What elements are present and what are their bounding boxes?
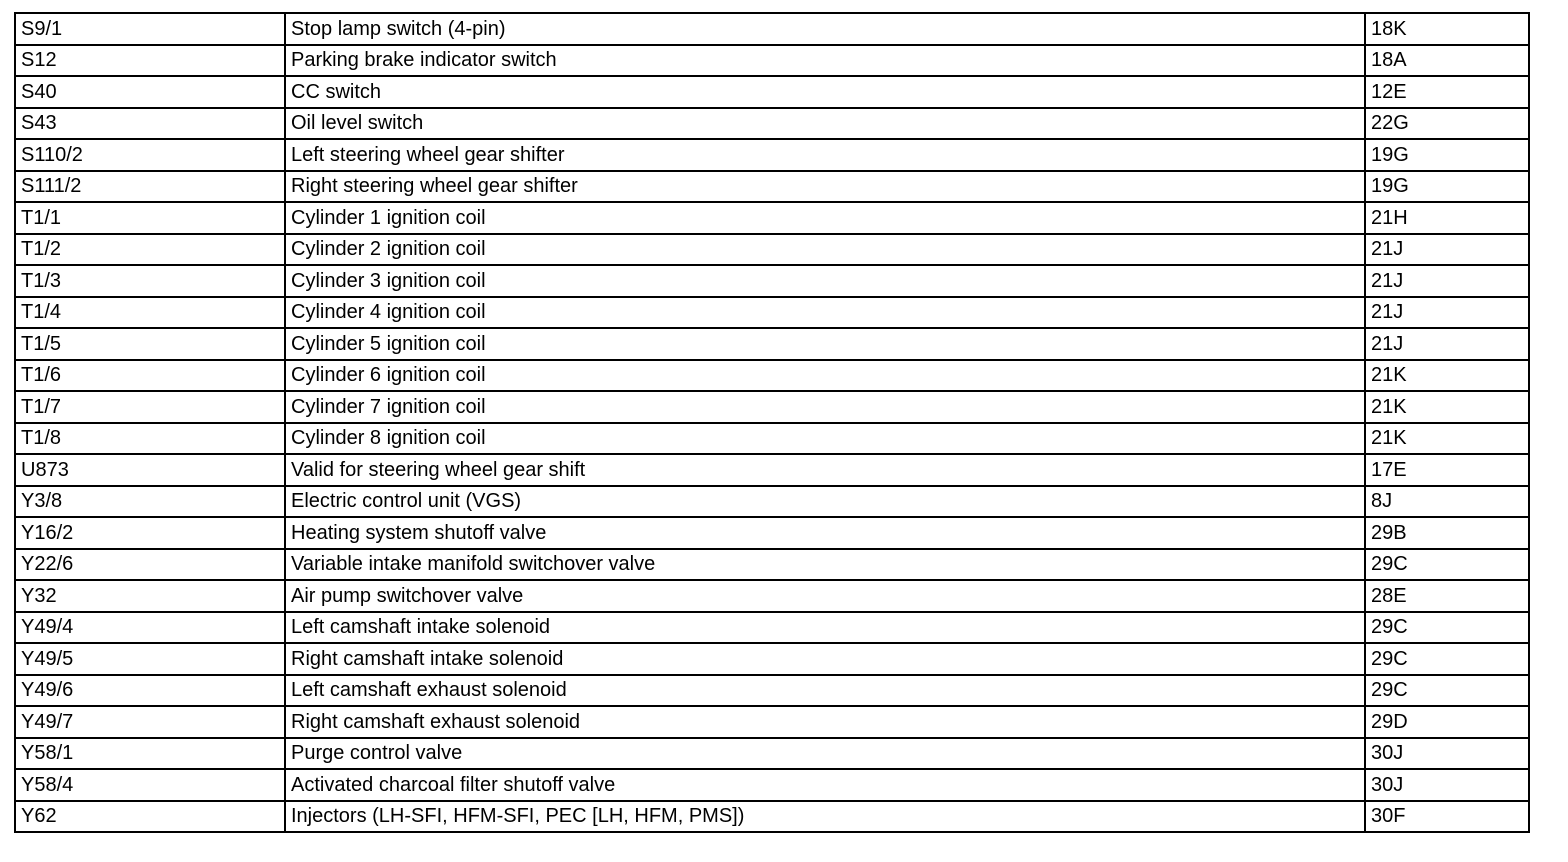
table-body (15, 13, 1529, 832)
component-description-cell: Cylinder 5 ignition coil (285, 328, 1365, 360)
grid-location-cell: 29C (1365, 643, 1529, 675)
component-description-cell: Oil level switch (285, 108, 1365, 140)
component-description-cell: Cylinder 2 ignition coil (285, 234, 1365, 266)
component-code-cell: Y49/5 (15, 643, 285, 675)
component-description-cell: Heating system shutoff valve (285, 517, 1365, 549)
component-description-cell: Activated charcoal filter shutoff valve (285, 769, 1365, 801)
component-description-cell: Cylinder 4 ignition coil (285, 297, 1365, 329)
component-code-cell: Y58/1 (15, 738, 285, 770)
component-code-cell: T1/6 (15, 360, 285, 392)
component-code-cell: S40 (15, 76, 285, 108)
component-code-cell: S9/1 (15, 13, 285, 45)
table-row (15, 769, 1529, 801)
component-code-cell: T1/7 (15, 391, 285, 423)
component-description-cell: Left camshaft intake solenoid (285, 612, 1365, 644)
component-code-cell: Y3/8 (15, 486, 285, 518)
component-code-cell: U873 (15, 454, 285, 486)
component-description-cell: Variable intake manifold switchover valve (285, 549, 1365, 581)
component-code-cell: Y16/2 (15, 517, 285, 549)
table-row (15, 265, 1529, 297)
component-description-cell: Cylinder 6 ignition coil (285, 360, 1365, 392)
grid-location-cell: 18K (1365, 13, 1529, 45)
grid-location-cell: 21J (1365, 297, 1529, 329)
component-description-cell: Cylinder 1 ignition coil (285, 202, 1365, 234)
component-code-cell: Y58/4 (15, 769, 285, 801)
grid-location-cell: 30J (1365, 738, 1529, 770)
grid-location-cell: 17E (1365, 454, 1529, 486)
table-row (15, 13, 1529, 45)
table-row (15, 76, 1529, 108)
component-code-cell: Y62 (15, 801, 285, 833)
component-code-cell: T1/5 (15, 328, 285, 360)
component-description-cell: Electric control unit (VGS) (285, 486, 1365, 518)
component-code-cell: S110/2 (15, 139, 285, 171)
table-row (15, 643, 1529, 675)
table-row (15, 549, 1529, 581)
component-description-cell: Parking brake indicator switch (285, 45, 1365, 77)
component-description-cell: Cylinder 8 ignition coil (285, 423, 1365, 455)
grid-location-cell: 12E (1365, 76, 1529, 108)
component-code-cell: Y32 (15, 580, 285, 612)
component-description-cell: Injectors (LH-SFI, HFM-SFI, PEC [LH, HFM, PMS]) (285, 801, 1365, 833)
table-row (15, 738, 1529, 770)
component-description-cell: Air pump switchover valve (285, 580, 1365, 612)
grid-location-cell: 21J (1365, 328, 1529, 360)
table-row (15, 706, 1529, 738)
table-row (15, 139, 1529, 171)
grid-location-cell: 29C (1365, 612, 1529, 644)
component-description-cell: Right steering wheel gear shifter (285, 171, 1365, 203)
table-row (15, 171, 1529, 203)
grid-location-cell: 28E (1365, 580, 1529, 612)
component-table (14, 12, 1530, 833)
component-description-cell: Valid for steering wheel gear shift (285, 454, 1365, 486)
grid-location-cell: 29C (1365, 549, 1529, 581)
grid-location-cell: 21H (1365, 202, 1529, 234)
table-row (15, 328, 1529, 360)
grid-location-cell: 30J (1365, 769, 1529, 801)
table-row (15, 612, 1529, 644)
table-row (15, 423, 1529, 455)
component-description-cell: Cylinder 3 ignition coil (285, 265, 1365, 297)
component-code-cell: T1/3 (15, 265, 285, 297)
table-row (15, 391, 1529, 423)
grid-location-cell: 8J (1365, 486, 1529, 518)
table-row (15, 45, 1529, 77)
table-row (15, 108, 1529, 140)
grid-location-cell: 30F (1365, 801, 1529, 833)
component-description-cell: Left steering wheel gear shifter (285, 139, 1365, 171)
component-description-cell: Right camshaft intake solenoid (285, 643, 1365, 675)
component-code-cell: Y49/4 (15, 612, 285, 644)
table-row (15, 675, 1529, 707)
component-description-cell: Purge control valve (285, 738, 1365, 770)
grid-location-cell: 18A (1365, 45, 1529, 77)
table-row (15, 517, 1529, 549)
component-description-cell: Right camshaft exhaust solenoid (285, 706, 1365, 738)
component-code-cell: T1/8 (15, 423, 285, 455)
component-code-cell: Y49/6 (15, 675, 285, 707)
grid-location-cell: 29D (1365, 706, 1529, 738)
table-row (15, 202, 1529, 234)
table-row (15, 297, 1529, 329)
component-description-cell: CC switch (285, 76, 1365, 108)
grid-location-cell: 21K (1365, 423, 1529, 455)
table-row (15, 801, 1529, 833)
component-description-cell: Left camshaft exhaust solenoid (285, 675, 1365, 707)
component-description-cell: Stop lamp switch (4-pin) (285, 13, 1365, 45)
grid-location-cell: 22G (1365, 108, 1529, 140)
component-code-cell: S111/2 (15, 171, 285, 203)
component-code-cell: T1/1 (15, 202, 285, 234)
component-code-cell: T1/2 (15, 234, 285, 266)
grid-location-cell: 29B (1365, 517, 1529, 549)
grid-location-cell: 19G (1365, 139, 1529, 171)
table-row (15, 360, 1529, 392)
grid-location-cell: 21J (1365, 234, 1529, 266)
grid-location-cell: 29C (1365, 675, 1529, 707)
grid-location-cell: 21K (1365, 360, 1529, 392)
component-description-cell: Cylinder 7 ignition coil (285, 391, 1365, 423)
table-row (15, 486, 1529, 518)
grid-location-cell: 21J (1365, 265, 1529, 297)
table-row (15, 580, 1529, 612)
component-code-cell: S43 (15, 108, 285, 140)
grid-location-cell: 19G (1365, 171, 1529, 203)
table-row (15, 454, 1529, 486)
component-code-cell: T1/4 (15, 297, 285, 329)
component-code-cell: Y22/6 (15, 549, 285, 581)
grid-location-cell: 21K (1365, 391, 1529, 423)
component-code-cell: S12 (15, 45, 285, 77)
table-row (15, 234, 1529, 266)
component-code-cell: Y49/7 (15, 706, 285, 738)
